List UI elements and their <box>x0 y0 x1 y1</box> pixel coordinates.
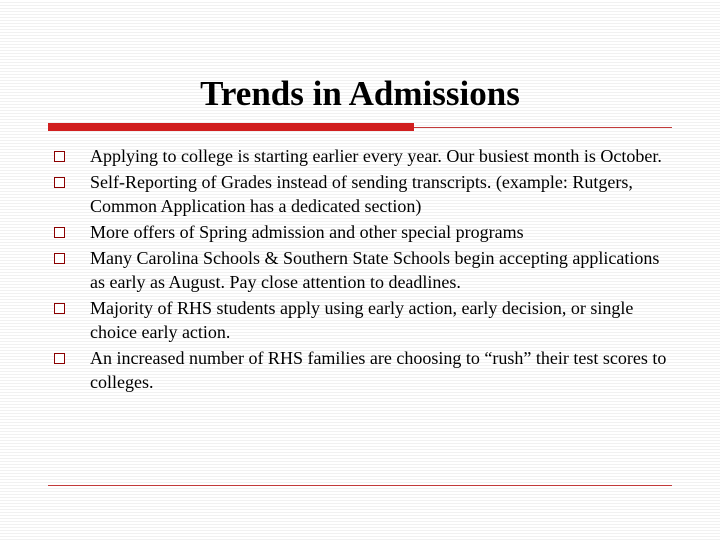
hollow-square-icon <box>54 227 65 238</box>
bullet-item <box>54 296 674 344</box>
bullet-text: Majority of RHS students apply using early action, early decision, or single choice early action. <box>90 298 634 342</box>
title-accent-bar <box>48 123 414 131</box>
bullet-text: Many Carolina Schools & Southern State Schools begin accepting applications as early as August. Pay close attention to deadlines. <box>90 248 660 292</box>
bullet-text: Self-Reporting of Grades instead of sending transcripts. (example: Rutgers, Common Application has a dedicated section) <box>90 172 633 216</box>
bullet-text: Applying to college is starting earlier every year. Our busiest month is October. <box>90 146 662 166</box>
hollow-square-icon <box>54 353 65 364</box>
bottom-divider-line <box>48 485 672 486</box>
bullet-item <box>54 144 674 168</box>
bullet-text: More offers of Spring admission and other special programs <box>90 222 524 242</box>
hollow-square-icon <box>54 303 65 314</box>
hollow-square-icon <box>54 151 65 162</box>
slide-title: Trends in Admissions <box>200 74 520 113</box>
bullet-item <box>54 220 674 244</box>
bullet-item <box>54 346 674 394</box>
hollow-square-icon <box>54 177 65 188</box>
bullet-item <box>54 246 674 294</box>
bullet-list <box>54 144 674 396</box>
bullet-item <box>54 170 674 218</box>
bullet-text: An increased number of RHS families are choosing to “rush” their test scores to colleges. <box>90 348 667 392</box>
hollow-square-icon <box>54 253 65 264</box>
